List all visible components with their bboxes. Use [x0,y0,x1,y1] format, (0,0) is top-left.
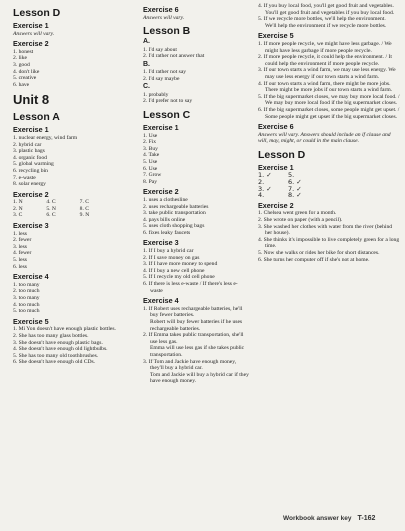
page-footer [283,515,375,522]
lesson-d-exercise-2-heading: Exercise 2 [258,200,294,210]
list-item: 7. e-waste [13,174,36,181]
lesson-a-exercise-5-list [13,326,125,366]
list-item: 3. too many [13,295,40,301]
list-item: 4. fewer [13,250,32,257]
list-item: 3. If I have more money to spend [143,261,218,268]
column-1 [13,3,125,366]
lesson-a-exercise-3-list [13,231,125,271]
lesson-a-exercise-5-heading: Exercise 5 [13,316,49,326]
list-item: 3. take public transportation [143,210,206,217]
list-item: 1. If Robert uses rechargeable batteries, he'll buy fewer batteries. [143,305,243,319]
list-item: 1. nuclear energy, wind farm [13,134,78,141]
grid-item: 2. [258,178,265,187]
list-item: 1. If more people recycle, we might have less garbage. / We might have less garbage if more people recycle. [258,40,392,54]
list-item: 4. organic food [13,154,47,161]
list-item: 1. probably [143,91,169,98]
exercise-1-heading: Exercise 1 [13,21,49,30]
grid-item: 6. ✓ [288,178,302,187]
section-c-label: C. [143,83,150,91]
lesson-c-exercise-1-heading: Exercise 1 [143,122,179,132]
list-item: 3. Buy [143,145,158,152]
list-item: 2. fewer [13,237,32,244]
page-number: T-162 [357,515,376,522]
lesson-c-heading: Lesson C [143,108,191,121]
list-item-answer: Robert will buy fewer batteries if he uses rechargeable batteries. [150,319,243,332]
lesson-b-heading: Lesson B [143,25,191,38]
lesson-a-exercise-4-heading: Exercise 4 [13,272,49,282]
grid-item: 7. ✓ [288,184,302,193]
list-item: 5. uses cloth shopping bags [143,223,205,230]
lesson-a-exercise-2-heading: Exercise 2 [13,189,49,199]
exercise-2-list [13,49,125,89]
grid-item: 8. ✓ [288,191,302,200]
list-item: 4. too much [13,301,40,308]
lesson-c-exercise-1-list [143,133,249,186]
list-item: 5. If I recycle my old cell phone [143,274,215,281]
list-item: 4. If I buy a new cell phone [143,267,205,274]
list-item: 1. less [13,230,27,237]
list-item: 5. If we recycle more bottles, we'll help the environment. [258,16,386,23]
footer-label: Workbook answer key [283,515,352,522]
list-item: 3. plastic bags [13,148,45,155]
lesson-c-exercise-5-list [258,41,400,120]
grid-item: 7. C [79,199,89,206]
list-item: 4. If our town starts a wind farm, there might be more jobs. There might be more jobs if our town starts a wind farm. [258,80,393,94]
list-item: 3. She doesn't have enough plastic bags. [13,339,103,346]
list-item: 3. less [13,243,27,250]
list-item: 2. too much [13,288,40,295]
list-item: 6. fixes leaky faucets [143,229,191,236]
list-item: 2. If more people recycle, it could help the environment. / It could help the environment if more people recycle. [258,54,392,67]
grid-item: 4. C [46,199,56,206]
lesson-c-exercise-2-heading: Exercise 2 [143,187,179,197]
list-item: 3. If Tom and Jackie have enough money, they'll buy a hybrid car. [143,358,237,372]
grid-item: 9. N [79,212,90,219]
list-item: 3. good [13,61,30,68]
list-item: 4. don't like [13,68,40,75]
list-item: 2. I'd prefer not to say [143,98,193,105]
lesson-c-exercise-4-heading: Exercise 4 [143,296,179,306]
list-item-answer: Emma will use less gas if she takes public transportation. [150,345,245,358]
list-item-answer: You'll get good fruit and vegetables if you buy local food. [265,9,395,16]
list-item: 1. I'd rather not say [143,69,187,76]
list-item: 2. hybrid car [13,141,42,148]
unit-heading: Unit 8 [13,92,50,108]
list-item: 2. like [13,55,27,62]
list-item: 1. I'd say about [143,46,177,53]
list-item: 6. have [13,81,30,88]
list-item: 6. She doesn't have enough old CDs. [13,359,96,366]
list-item-answer: We'll help the environment if we recycle more bottles. [265,22,387,29]
exercise-2-heading: Exercise 2 [13,39,49,49]
lesson-a-exercise-1-list [13,135,125,188]
grid-item: 8. C [79,205,89,212]
grid-item: 1. ✓ [258,171,272,180]
list-item: 7. Grow [143,172,162,179]
list-item: 1. Chelsea went green for a month. [258,210,337,217]
list-item: 6. less [13,263,27,270]
list-item: 5. less [13,257,27,264]
grid-item: 5. N [46,205,56,212]
grid-item: 4. [258,191,265,200]
list-item: 2. I'd rather not answer that [143,53,205,60]
list-item: 2. She wrote on paper (with a pencil). [258,217,343,224]
list-item: 2. I'd say maybe [143,75,180,82]
lesson-c-exercise-3-list [143,248,249,294]
list-item: 5. global warming [13,161,54,168]
list-item: 1. too many [13,281,40,288]
list-item: 8. Pay [143,178,157,185]
lesson-c-exercise-4-list [143,306,249,385]
list-item: 6. If the big supermarket closes, some people might get upset. / Some people might get upset if the big supermarket closes. [258,106,400,120]
exercise-6-note: Answers will vary. [143,14,185,21]
list-item: 6. recycling bin [13,167,48,174]
lesson-d-heading: Lesson D [13,7,61,19]
list-item: 1. Mi Yon doesn't have enough plastic bottles. [13,326,116,333]
list-item: 5. Now she walks or rides her bike for short distances. [258,250,380,256]
list-item: 2. uses rechargeable batteries [143,203,209,210]
list-item-answer: Tom and Jackie will buy a hybrid car if they have enough money. [150,371,249,385]
column-3 [258,3,400,263]
section-c-list [143,92,249,105]
list-item: 1. uses a clothesline [143,196,188,203]
list-item: 4. She doesn't have enough old lightbulbs. [13,346,108,353]
list-item: 3. If our town starts a wind farm, we may use less energy. We may use less energy if our town starts a wind farm. [258,67,396,80]
grid-item: 2. N [13,205,23,212]
list-item: 1. Use [143,132,158,139]
lesson-c-exercise-2-list [143,197,249,237]
exercise-1-note: Answers will vary. [13,30,55,37]
list-item: 5. too much [13,308,40,315]
grid-item: 1. N [13,199,23,206]
list-item: 4. Take [143,152,160,159]
lesson-d-heading-2: Lesson D [258,148,306,161]
list-item: 5. If the big supermarket closes, we may buy more local food. / We may buy more local food if the big supermarket closes. [258,93,400,107]
list-item: 6. She turns her computer off if she's not at home. [258,256,370,263]
lesson-a-exercise-3-heading: Exercise 3 [13,221,49,231]
section-a-list [143,47,249,60]
lesson-c-exercise-5-heading: Exercise 5 [258,31,294,41]
list-item: 2. If I save money on gas [143,254,200,261]
list-item: 3. She washed her clothes with water from the river (behind her house). [258,223,393,237]
lesson-c-exercise-4-list-continued [258,3,400,29]
lesson-a-exercise-2-grid [13,199,113,219]
lesson-c-exercise-6-note: Answers will vary. Answers should include an if clause and will, may, might, or could in the main clause. [258,131,391,145]
list-item: 5. creative [13,75,37,82]
list-item: 4. She thinks it's impossible to live completely green for a long time. [258,236,400,250]
exercise-6-heading: Exercise 6 [143,5,179,14]
list-item: 2. She has too many glass bottles. [13,332,89,339]
lesson-a-heading: Lesson A [13,111,60,124]
section-a-label: A. [143,38,150,46]
section-b-list [143,69,249,82]
grid-item: 3. ✓ [258,184,272,193]
grid-item: 3. C [13,212,23,219]
column-2 [143,3,249,385]
list-item: 1. honest [13,48,34,55]
lesson-c-exercise-6-heading: Exercise 6 [258,122,294,132]
list-item: 2. Fix [143,139,157,146]
list-item: 8. solar energy [13,181,46,188]
list-item: 4. pays bills online [143,216,186,223]
list-item: 1. If I buy a hybrid car [143,248,194,255]
lesson-a-exercise-4-list [13,282,125,315]
lesson-d-exercise-1-grid [258,172,318,198]
section-b-label: B. [143,60,150,68]
list-item: 2. If Emma takes public transportation, she'll use less gas. [143,332,244,345]
list-item: 6. If there is less e-waste / If there's less e-waste [143,281,238,294]
list-item: 5. Use [143,158,158,165]
lesson-a-exercise-1-heading: Exercise 1 [13,125,49,135]
lesson-c-exercise-3-heading: Exercise 3 [143,238,179,248]
lesson-d-exercise-1-heading: Exercise 1 [258,162,294,172]
list-item: 6. Use [143,165,158,172]
list-item: 5. She has too many old toothbrushes. [13,352,99,359]
grid-item: 6. C [46,212,56,219]
lesson-d-exercise-2-list [258,210,400,263]
list-item: 4. If you buy local food, you'll get good fruit and vegetables. [258,3,394,9]
grid-item: 5. [288,171,295,180]
